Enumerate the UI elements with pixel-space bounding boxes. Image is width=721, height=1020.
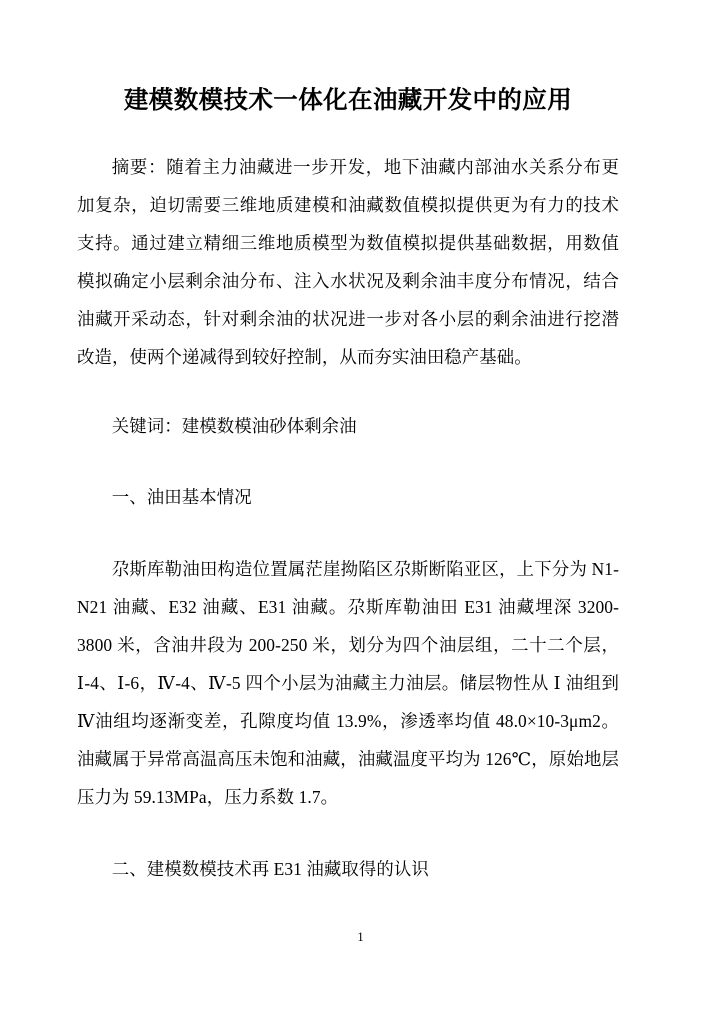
section-one-body-paragraph: 尕斯库勒油田构造位置属茫崖拗陷区尕斯断陷亚区，上下分为 N1-N21 油藏、E32 油藏、E31 油藏。尕斯库勒油田 E31 油藏埋深 3200-3800 米，含油井段为 200-250 米，划分为四个油层组，二十二个层，Ⅰ-4、Ⅰ-6，Ⅳ-4、Ⅳ-5 四个小层为油藏主力油层。储层物性从 Ⅰ 油组到Ⅳ油组均逐渐变差，孔隙度均值 13.9%，渗透率均值 48.0×10-3μm2。油藏属于异常高温高压未饱和油藏，油藏温度平均为 126℃，原始地层压力为 59.13MPa，压力系数 1.7。 [77, 559, 619, 807]
page-title: 建模数模技术一体化在油藏开发中的应用 [123, 87, 573, 114]
section-heading-two: 二、建模数模技术再 E31 油藏取得的认识 [111, 859, 429, 879]
keywords-line: 关键词：建模数模油砂体剩余油 [111, 416, 357, 436]
section-heading-one: 一、油田基本情况 [111, 487, 252, 507]
page-number: 1 [357, 930, 364, 944]
page-content [77, 0, 619, 888]
abstract-paragraph: 摘要：随着主力油藏进一步开发，地下油藏内部油水关系分布更加复杂，迫切需要三维地质建模和油藏数值模拟提供更为有力的技术支持。通过建立精细三维地质模型为数值模拟提供基础数据，用数值模拟确定小层剩余油分布、注入水状况及剩余油丰度分布情况，结合油藏开采动态，针对剩余油的状况进一步对各小层的剩余油进行挖潜改造，使两个递减得到较好控制，从而夯实油田稳产基础。 [77, 157, 619, 367]
